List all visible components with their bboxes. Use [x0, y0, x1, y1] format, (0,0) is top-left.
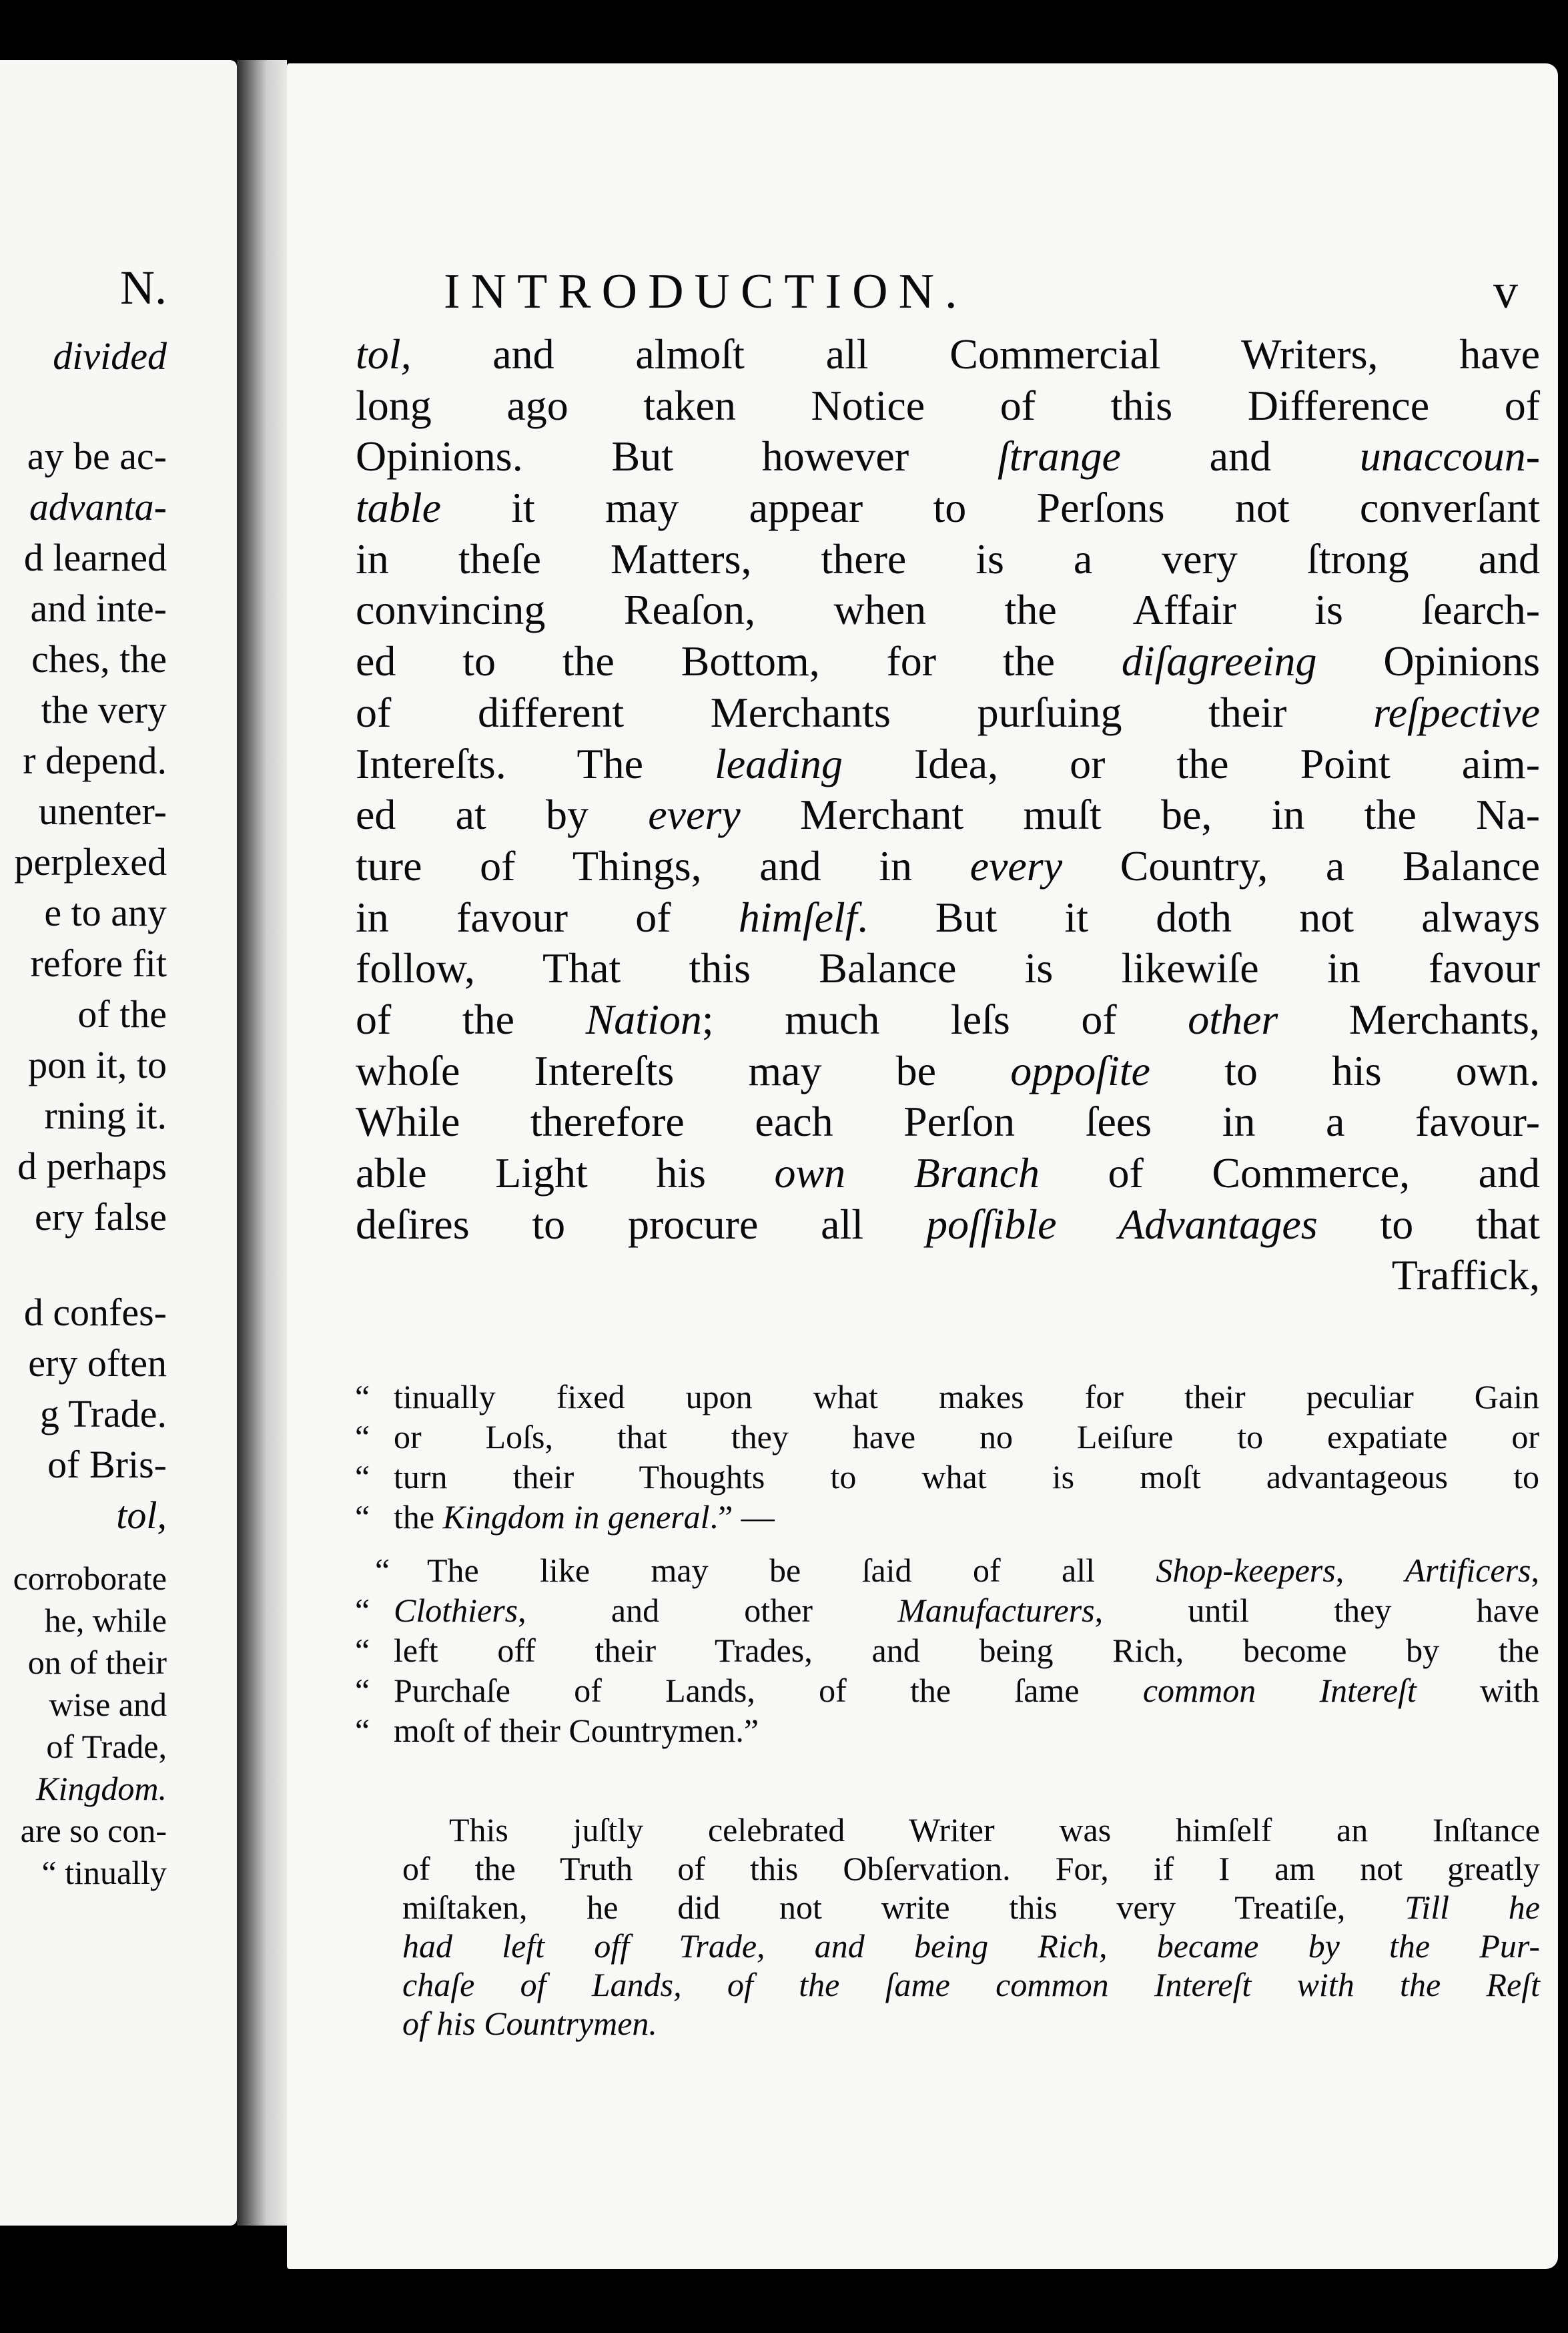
left-line: d perhaps [17, 1144, 167, 1188]
left-line: of Bris- [47, 1443, 167, 1486]
note-line: had left off Trade, and being Rich, became by the Pur- [402, 1927, 1540, 1965]
left-line: g Trade. [39, 1392, 167, 1435]
running-title: INTRODUCTION. [444, 264, 968, 319]
left-line: on of their [27, 1644, 167, 1681]
quote-line: “ moſt of their Countrymen.” [355, 1712, 759, 1749]
left-line: pon it, to [28, 1043, 167, 1086]
body-line: follow, That this Balance is likewiſe in favour [356, 944, 1540, 992]
footnote-quote [355, 1377, 1539, 1750]
body-line: tol, and almoſt all Commercial Writers, have [356, 330, 1540, 378]
body-line: Intereſts. The leading Idea, or the Point aim- [356, 739, 1541, 787]
left-line: tol, [116, 1493, 167, 1537]
left-line: and inte- [30, 587, 167, 630]
left-line: ery false [34, 1195, 167, 1239]
editor-note [402, 1810, 1540, 2043]
body-line: able Light his own Branch of Commerce, and [356, 1149, 1541, 1197]
left-line: are so con- [20, 1812, 167, 1849]
note-line: chaſe of Lands, of the ſame common Intereſt with the Reſt [402, 1966, 1540, 2003]
left-line: of Trade, [46, 1728, 167, 1765]
quote-line: “ Clothiers, and other Manufacturers, until they have [355, 1592, 1539, 1629]
quote-line: “ turn their Thoughts to what is moſt advantageous to [355, 1458, 1539, 1495]
body-line: of the Nation; much leſs of other Merchants, [356, 995, 1541, 1043]
quote-line: “ left off their Trades, and being Rich, become by the [355, 1632, 1539, 1669]
body-line: ed to the Bottom, for the diſagreeing Opinions [356, 637, 1541, 685]
left-line: d confes- [23, 1291, 167, 1334]
body-line: in favour of himſelf. But it doth not always [356, 893, 1541, 941]
body-line: long ago taken Notice of this Difference of [356, 381, 1540, 429]
catchword: Traffick, [1391, 1251, 1540, 1299]
left-line: wise and [49, 1686, 167, 1723]
left-line: divided [53, 334, 167, 378]
left-line: rning it. [44, 1094, 167, 1137]
note-line: of his Countrymen. [402, 2005, 657, 2042]
body-text [356, 329, 1540, 1301]
left-line: he, while [44, 1602, 167, 1639]
body-line: of different Merchants purſuing their reſpective [356, 688, 1540, 736]
quote-line: “ The like may be ſaid of all Shop-keepers, Artificers, [375, 1552, 1540, 1589]
left-line: corroborate [13, 1560, 167, 1597]
note-line: miſtaken, he did not write this very Treatiſe, Till he [402, 1889, 1541, 1926]
body-line: deſires to procure all poſſible Advantages to that [356, 1200, 1541, 1248]
left-line: advanta- [29, 485, 167, 529]
body-line: convincing Reaſon, when the Affair is ſearch- [356, 586, 1540, 634]
body-line: in theſe Matters, there is a very ſtrong and [356, 535, 1540, 583]
left-line: ches, the [31, 637, 167, 681]
body-line: Opinions. But however ſtrange and unaccoun- [356, 432, 1541, 480]
left-line: unenter- [38, 789, 167, 833]
left-line: ay be ac- [27, 434, 167, 478]
body-line: While therefore each Perſon ſees in a favour- [356, 1098, 1540, 1146]
note-line: of the Truth of this Obſervation. For, if I am not greatly [402, 1850, 1540, 1887]
left-facing-page [0, 60, 237, 2226]
page-number: v [1493, 264, 1518, 319]
left-line: e to any [44, 891, 167, 934]
main-page [287, 63, 1558, 2269]
quote-line: “ Purchaſe of Lands, of the ſame common Intereſt with [355, 1672, 1539, 1709]
quote-line: “ the Kingdom in general.” — [355, 1498, 775, 1536]
left-line: refore fit [30, 942, 167, 985]
left-line: ery often [28, 1341, 167, 1385]
left-line: r depend. [23, 739, 167, 782]
quote-line: “ or Loſs, that they have no Leiſure to expatiate or [355, 1418, 1539, 1455]
left-running-head: N. [120, 261, 167, 314]
body-line: table it may appear to Perſons not converſant [356, 484, 1540, 532]
book-gutter-shadow [237, 60, 287, 2226]
body-line: whoſe Intereſts may be oppoſite to his own. [356, 1046, 1540, 1094]
left-line: Kingdom. [36, 1770, 167, 1807]
left-line: of the [77, 992, 167, 1036]
note-line: This juſtly celebrated Writer was himſelf an Inſtance [449, 1811, 1540, 1849]
left-line: perplexed [14, 840, 167, 884]
body-line: ture of Things, and in every Country, a Balance [356, 842, 1541, 890]
body-line: ed at by every Merchant muſt be, in the Na- [356, 791, 1541, 839]
left-line: “ tinually [41, 1854, 167, 1891]
left-line: the very [41, 688, 167, 731]
left-line: d learned [23, 536, 167, 579]
quote-line: “ tinually fixed upon what makes for their peculiar Gain [355, 1378, 1539, 1415]
